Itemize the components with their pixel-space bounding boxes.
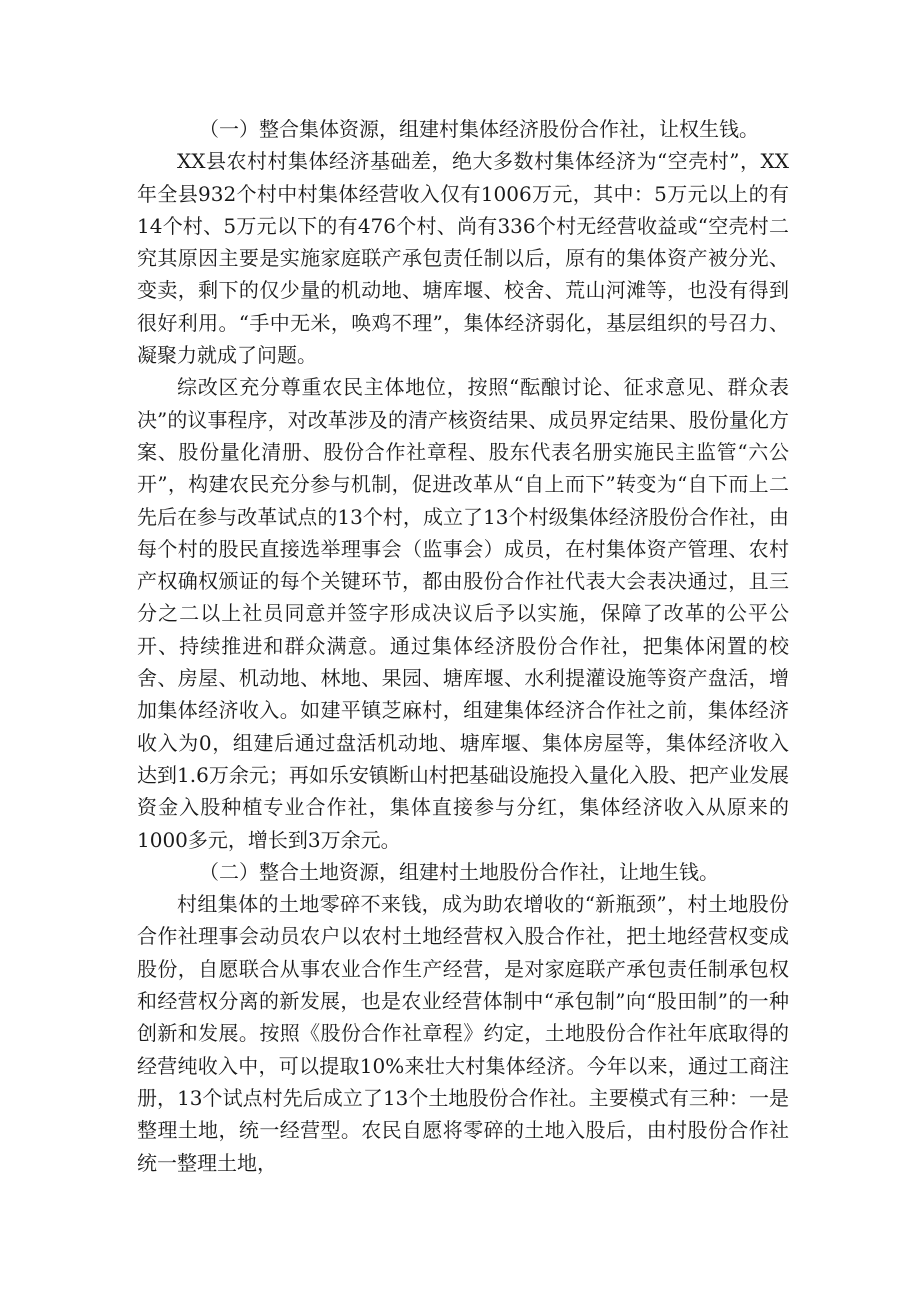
document-page bbox=[137, 113, 789, 1179]
section-1-heading: （一）整合集体资源，组建村集体经济股份合作社，让权生钱。 bbox=[199, 117, 759, 141]
section-1-paragraph-1: XX县农村村集体经济基础差，绝大多数村集体经济为“空壳村”，XX年全县932个村中村集体经营收入仅有1006万元，其中：5万元以上的有14个村、5万元以下的有476个村、尚有336个村无经营收益或“空壳村二究其原因主要是实施家庭联产承包责任制以后，原有的集体资产被分光、变卖，剩下的仅少量的机动地、塘库堰、校舍、荒山河滩等，也没有得到很好利用。“手中无米，唤鸡不理”，集体经济弱化，基层组织的号召力、凝聚力就成了问题。 bbox=[137, 149, 789, 368]
section-2-paragraph-1: 村组集体的土地零碎不来钱，成为助农增收的“新瓶颈”，村土地股份合作社理事会动员农户以农村土地经营权入股合作社，把土地经营权变成股份，自愿联合从事农业合作生产经营，是对家庭联产承包责任制承包权和经营权分离的新发展，也是农业经营体制中“承包制”向“股田制”的一种创新和发展。按照《股份合作社章程》约定，土地股份合作社年底取得的经营纯收入中，可以提取10%来壮大村集体经济。今年以来，通过工商注册，13个试点村先后成立了13个土地股份合作社。主要模式有三种：一是整理土地，统一经营型。农民自愿将零碎的土地入股后，由村股份合作社统一整理土地， bbox=[137, 892, 789, 1175]
section-1-paragraph-2: 综改区充分尊重农民主体地位，按照“酝酿讨论、征求意见、群众表决”的议事程序，对改革涉及的清产核资结果、成员界定结果、股份量化方案、股份量化清册、股份合作社章程、股东代表名册实施民主监管“六公开”，构建农民充分参与机制，促进改革从“自上而下”转变为“自下而上二先后在参与改革试点的13个村，成立了13个村级集体经济股份合作社，由每个村的股民直接选举理事会（监事会）成员，在村集体资产管理、农村产权确权颁证的每个关键环节，都由股份合作社代表大会表决通过，且三分之二以上社员同意并签字形成决议后予以实施，保障了改革的公平公开、持续推进和群众满意。通过集体经济股份合作社，把集体闲置的校舍、房屋、机动地、林地、果园、塘库堰、水利提灌设施等资产盘活，增加集体经济收入。如建平镇芝麻村，组建集体经济合作社之前，集体经济收入为0，组建后通过盘活机动地、塘库堰、集体房屋等，集体经济收入达到1.6万余元；再如乐安镇断山村把基础设施投入量化入股、把产业发展资金入股种植专业合作社，集体直接参与分红，集体经济收入从原来的1000多元，增长到3万余元。 bbox=[137, 375, 789, 852]
section-2-heading: （二）整合土地资源，组建村土地股份合作社，让地生钱。 bbox=[199, 859, 719, 884]
